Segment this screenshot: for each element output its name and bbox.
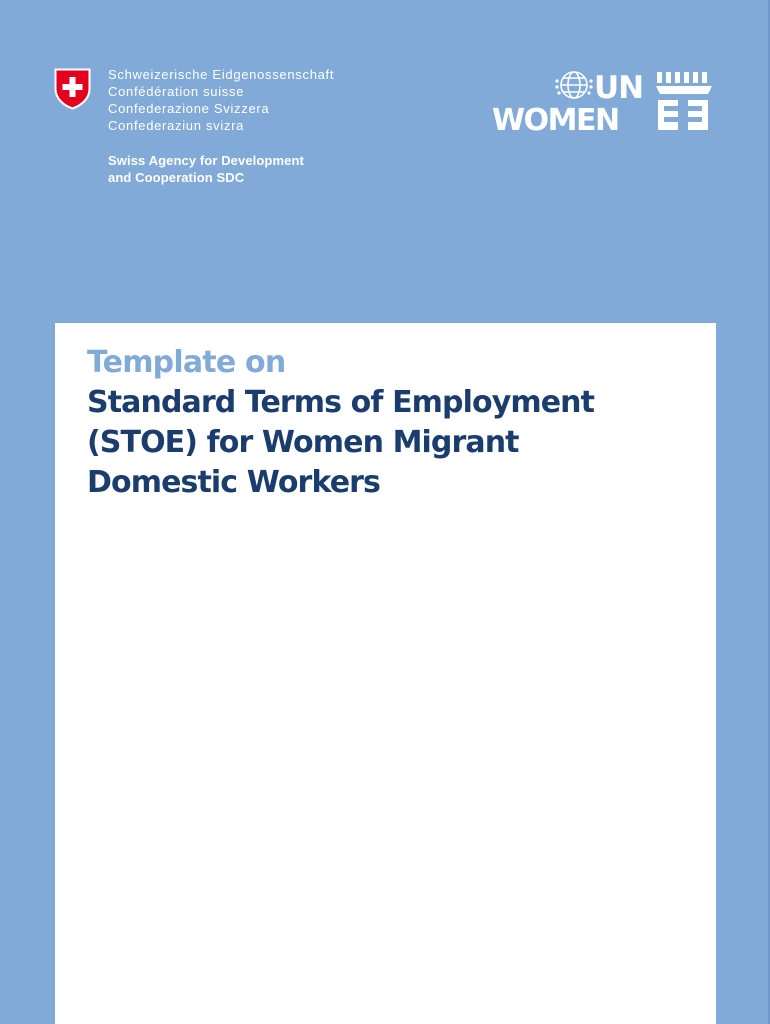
title-line-3: Domestic Workers bbox=[87, 465, 380, 500]
confederation-name-fr: Confédération suisse bbox=[108, 84, 245, 99]
title-main bbox=[87, 383, 697, 503]
title-line-1: Standard Terms of Employment bbox=[87, 385, 595, 420]
un-women-logo bbox=[492, 68, 714, 134]
confederation-names bbox=[108, 66, 334, 134]
agency-name-line-1: Swiss Agency for Development bbox=[108, 153, 304, 168]
un-wordmark: UN bbox=[594, 70, 644, 106]
women-symbol-icon bbox=[656, 72, 712, 130]
un-emblem-icon bbox=[561, 72, 587, 98]
title-line-2: (STOE) for Women Migrant bbox=[87, 425, 519, 460]
swiss-confederation-logo bbox=[54, 66, 354, 196]
swiss-shield-icon bbox=[54, 68, 91, 110]
title-panel bbox=[55, 323, 716, 1024]
confederation-name-it: Confederazione Svizzera bbox=[108, 101, 270, 116]
title-prefix: Template on bbox=[87, 345, 286, 380]
document-title bbox=[87, 343, 697, 503]
women-wordmark: WOMEN bbox=[492, 103, 619, 134]
confederation-name-de: Schweizerische Eidgenossenschaft bbox=[108, 67, 335, 82]
agency-name-line-2: and Cooperation SDC bbox=[108, 170, 245, 185]
agency-name bbox=[108, 152, 304, 186]
confederation-name-rm: Confederaziun svizra bbox=[108, 118, 245, 133]
